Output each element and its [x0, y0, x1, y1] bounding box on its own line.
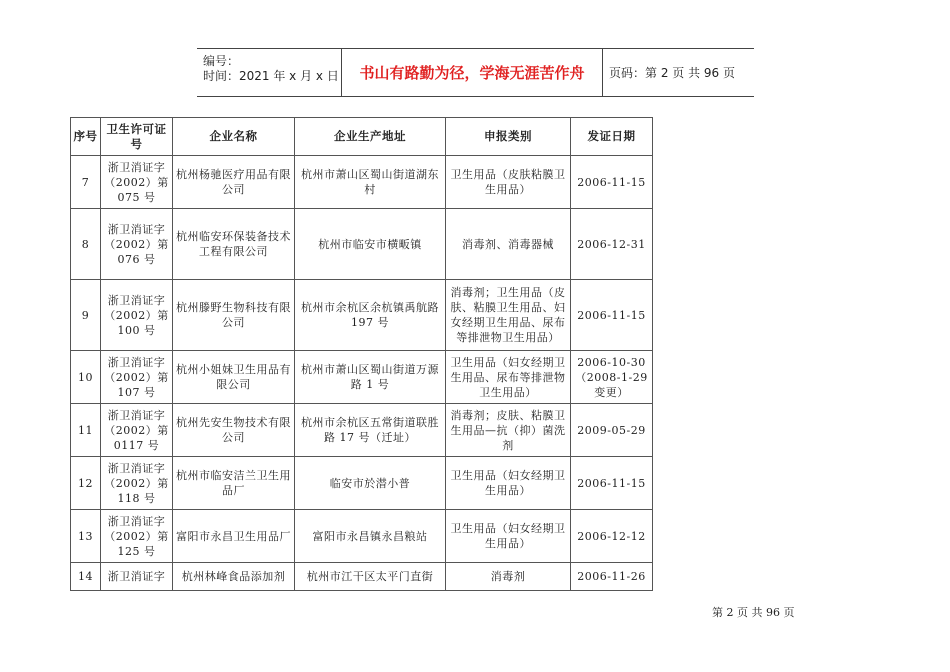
- cell-license: 浙卫消证字（2002）第 107 号: [101, 351, 173, 404]
- cell-license: 浙卫消证字（2002）第 125 号: [101, 510, 173, 563]
- cell-name: 杭州林峰食品添加剂: [173, 563, 295, 591]
- cell-no: 13: [71, 510, 101, 563]
- cell-license: 浙卫消证字（2002）第 100 号: [101, 280, 173, 351]
- cell-address: 杭州市萧山区蜀山街道万源路 1 号: [295, 351, 446, 404]
- motto: 书山有路勤为径，学海无涯苦作舟: [342, 49, 603, 96]
- cell-category: 卫生用品（妇女经期卫生用品）: [446, 510, 571, 563]
- cell-name: 杭州小姐妹卫生用品有限公司: [173, 351, 295, 404]
- cell-license: 浙卫消证字（2002）第 0117 号: [101, 404, 173, 457]
- cell-name: 杭州杨驰医疗用品有限公司: [173, 156, 295, 209]
- cell-name: 杭州市临安洁兰卫生用品厂: [173, 457, 295, 510]
- cell-no: 12: [71, 457, 101, 510]
- table-row: [71, 156, 653, 209]
- col-header-license: 卫生许可证 号: [101, 118, 173, 156]
- col-header-category: 申报类别: [446, 118, 571, 156]
- col-header-name: 企业名称: [173, 118, 295, 156]
- col-header-no: 序号: [71, 118, 101, 156]
- table-row: [71, 280, 653, 351]
- cell-license: 浙卫消证字: [101, 563, 173, 591]
- cell-category: 卫生用品（妇女经期卫生用品）: [446, 457, 571, 510]
- cell-category: 消毒剂；卫生用品（皮肤、粘膜卫生用品、妇女经期卫生用品、尿布等排泄物卫生用品）: [446, 280, 571, 351]
- cell-category: 卫生用品（妇女经期卫生用品、尿布等排泄物卫生用品）: [446, 351, 571, 404]
- cell-name: 富阳市永昌卫生用品厂: [173, 510, 295, 563]
- cell-address: 杭州市萧山区蜀山街道湖东村: [295, 156, 446, 209]
- col-header-address: 企业生产地址: [295, 118, 446, 156]
- cell-no: 10: [71, 351, 101, 404]
- cell-address: 杭州市临安市横畈镇: [295, 209, 446, 280]
- cell-date: 2006-12-12: [571, 510, 653, 563]
- cell-date: 2006-11-15: [571, 457, 653, 510]
- number-label: 编号：: [203, 54, 240, 68]
- cell-category: 消毒剂、消毒器械: [446, 209, 571, 280]
- cell-no: 11: [71, 404, 101, 457]
- cell-date: 2009-05-29: [571, 404, 653, 457]
- cell-address: 临安市於潜小普: [295, 457, 446, 510]
- page-footer: 第 2 页 共 96 页: [712, 606, 795, 619]
- cell-category: 消毒剂: [446, 563, 571, 591]
- cell-address: 杭州市余杭区五常街道联胜路 17 号（迁址）: [295, 404, 446, 457]
- cell-license: 浙卫消证字（2002）第 118 号: [101, 457, 173, 510]
- cell-date: 2006-11-26: [571, 563, 653, 591]
- table-row: [71, 404, 653, 457]
- cell-name: 杭州临安环保装备技术工程有限公司: [173, 209, 295, 280]
- cell-name: 杭州先安生物技术有限公司: [173, 404, 295, 457]
- cell-license: 浙卫消证字（2002）第 076 号: [101, 209, 173, 280]
- table-header-row: [71, 118, 653, 156]
- page-header: [197, 48, 754, 97]
- table-row: [71, 351, 653, 404]
- header-meta: [197, 49, 342, 96]
- cell-address: 富阳市永昌镇永昌粮站: [295, 510, 446, 563]
- cell-date: 2006-11-15: [571, 280, 653, 351]
- table-row: [71, 510, 653, 563]
- col-header-date: 发证日期: [571, 118, 653, 156]
- cell-no: 7: [71, 156, 101, 209]
- table-row: [71, 563, 653, 591]
- cell-category: 消毒剂；皮肤、粘膜卫生用品—抗（抑）菌洗剂: [446, 404, 571, 457]
- cell-date: 2006-12-31: [571, 209, 653, 280]
- cell-address: 杭州市余杭区余杭镇禹航路 197 号: [295, 280, 446, 351]
- license-table: [70, 117, 653, 591]
- cell-category: 卫生用品（皮肤粘膜卫生用品）: [446, 156, 571, 209]
- cell-no: 8: [71, 209, 101, 280]
- time-label: 时间：2021 年 x 月 x 日: [203, 69, 339, 83]
- table-row: [71, 209, 653, 280]
- cell-address: 杭州市江干区太平门直街: [295, 563, 446, 591]
- cell-name: 杭州滕野生物科技有限公司: [173, 280, 295, 351]
- page-indicator: 页码：第 2 页 共 96 页: [609, 66, 735, 80]
- cell-license: 浙卫消证字（2002）第 075 号: [101, 156, 173, 209]
- cell-date: 2006-11-15: [571, 156, 653, 209]
- cell-no: 9: [71, 280, 101, 351]
- cell-date: 2006-10-30（2008-1-29 变更）: [571, 351, 653, 404]
- cell-no: 14: [71, 563, 101, 591]
- table-row: [71, 457, 653, 510]
